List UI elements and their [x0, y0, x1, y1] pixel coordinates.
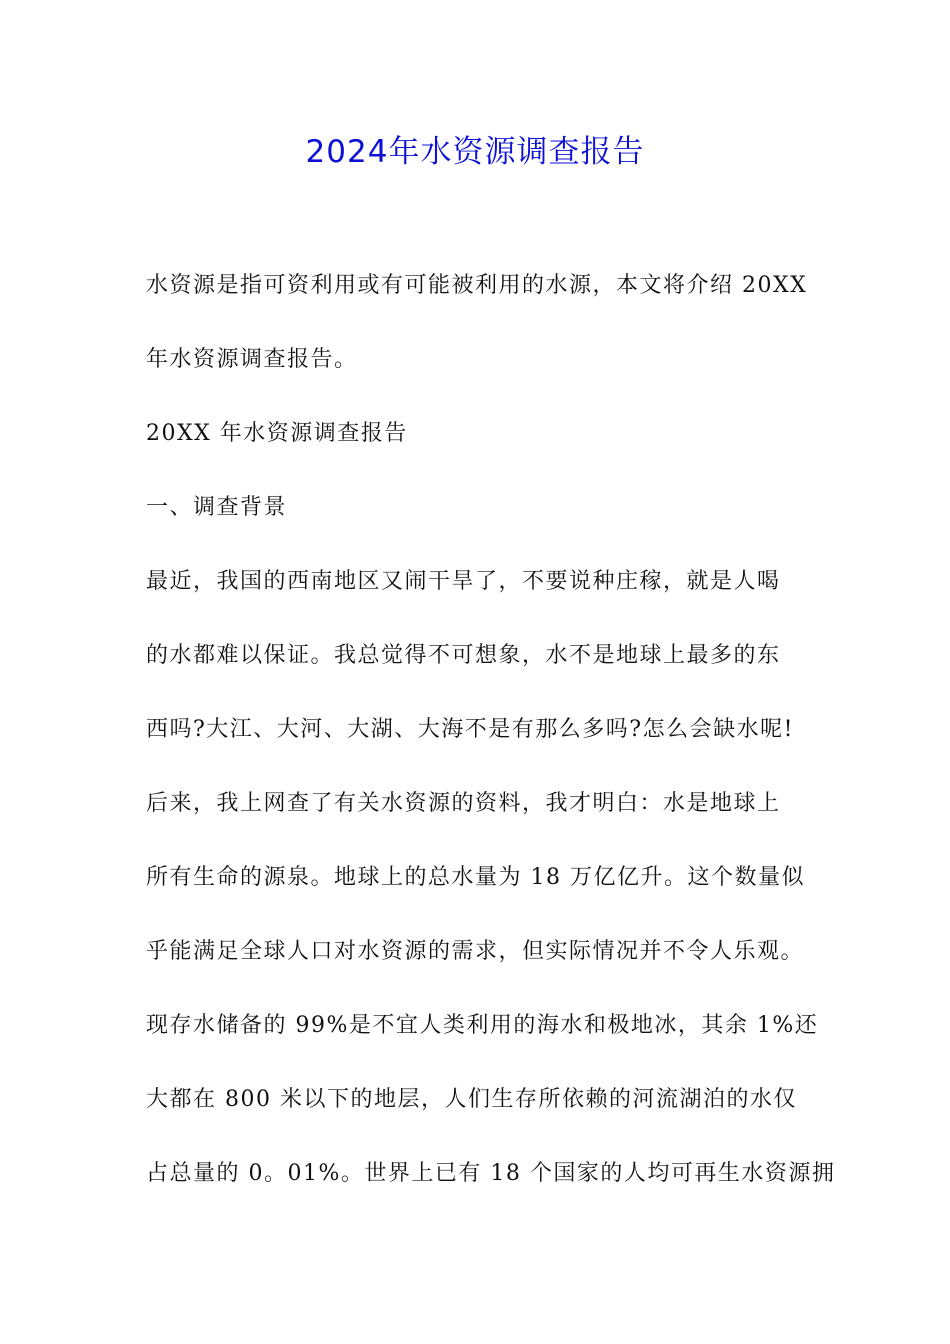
paragraph-line: 现存水储备的 99%是不宜人类利用的海水和极地冰，其余 1%还 [146, 1013, 819, 1038]
paragraph-line: 所有生命的源泉。地球上的总水量为 18 万亿亿升。这个数量似 [146, 865, 805, 890]
paragraph-line: 西吗?大江、大河、大湖、大海不是有那么多吗?怎么会缺水呢! [146, 717, 794, 742]
paragraph-line: 水资源是指可资利用或有可能被利用的水源，本文将介绍 20XX [146, 273, 808, 298]
document-title: 2024年水资源调查报告 [305, 134, 645, 170]
paragraph-line: 乎能满足全球人口对水资源的需求，但实际情况并不令人乐观。 [146, 939, 805, 964]
paragraph-line: 最近，我国的西南地区又闹干旱了，不要说种庄稼，就是人喝 [146, 569, 781, 594]
paragraph-line: 后来，我上网查了有关水资源的资料，我才明白：水是地球上 [146, 791, 781, 816]
paragraph-line: 占总量的 0。01%。世界上已有 18 个国家的人均可再生水资源拥 [146, 1161, 836, 1186]
paragraph-line: 大都在 800 米以下的地层，人们生存所依赖的河流湖泊的水仅 [146, 1087, 797, 1112]
paragraph-line: 年水资源调查报告。 [146, 347, 358, 372]
paragraph-line: 的水都难以保证。我总觉得不可想象，水不是地球上最多的东 [146, 643, 781, 668]
section-subheading: 一、调查背景 [146, 495, 288, 520]
section-heading: 20XX 年水资源调查报告 [146, 421, 408, 446]
